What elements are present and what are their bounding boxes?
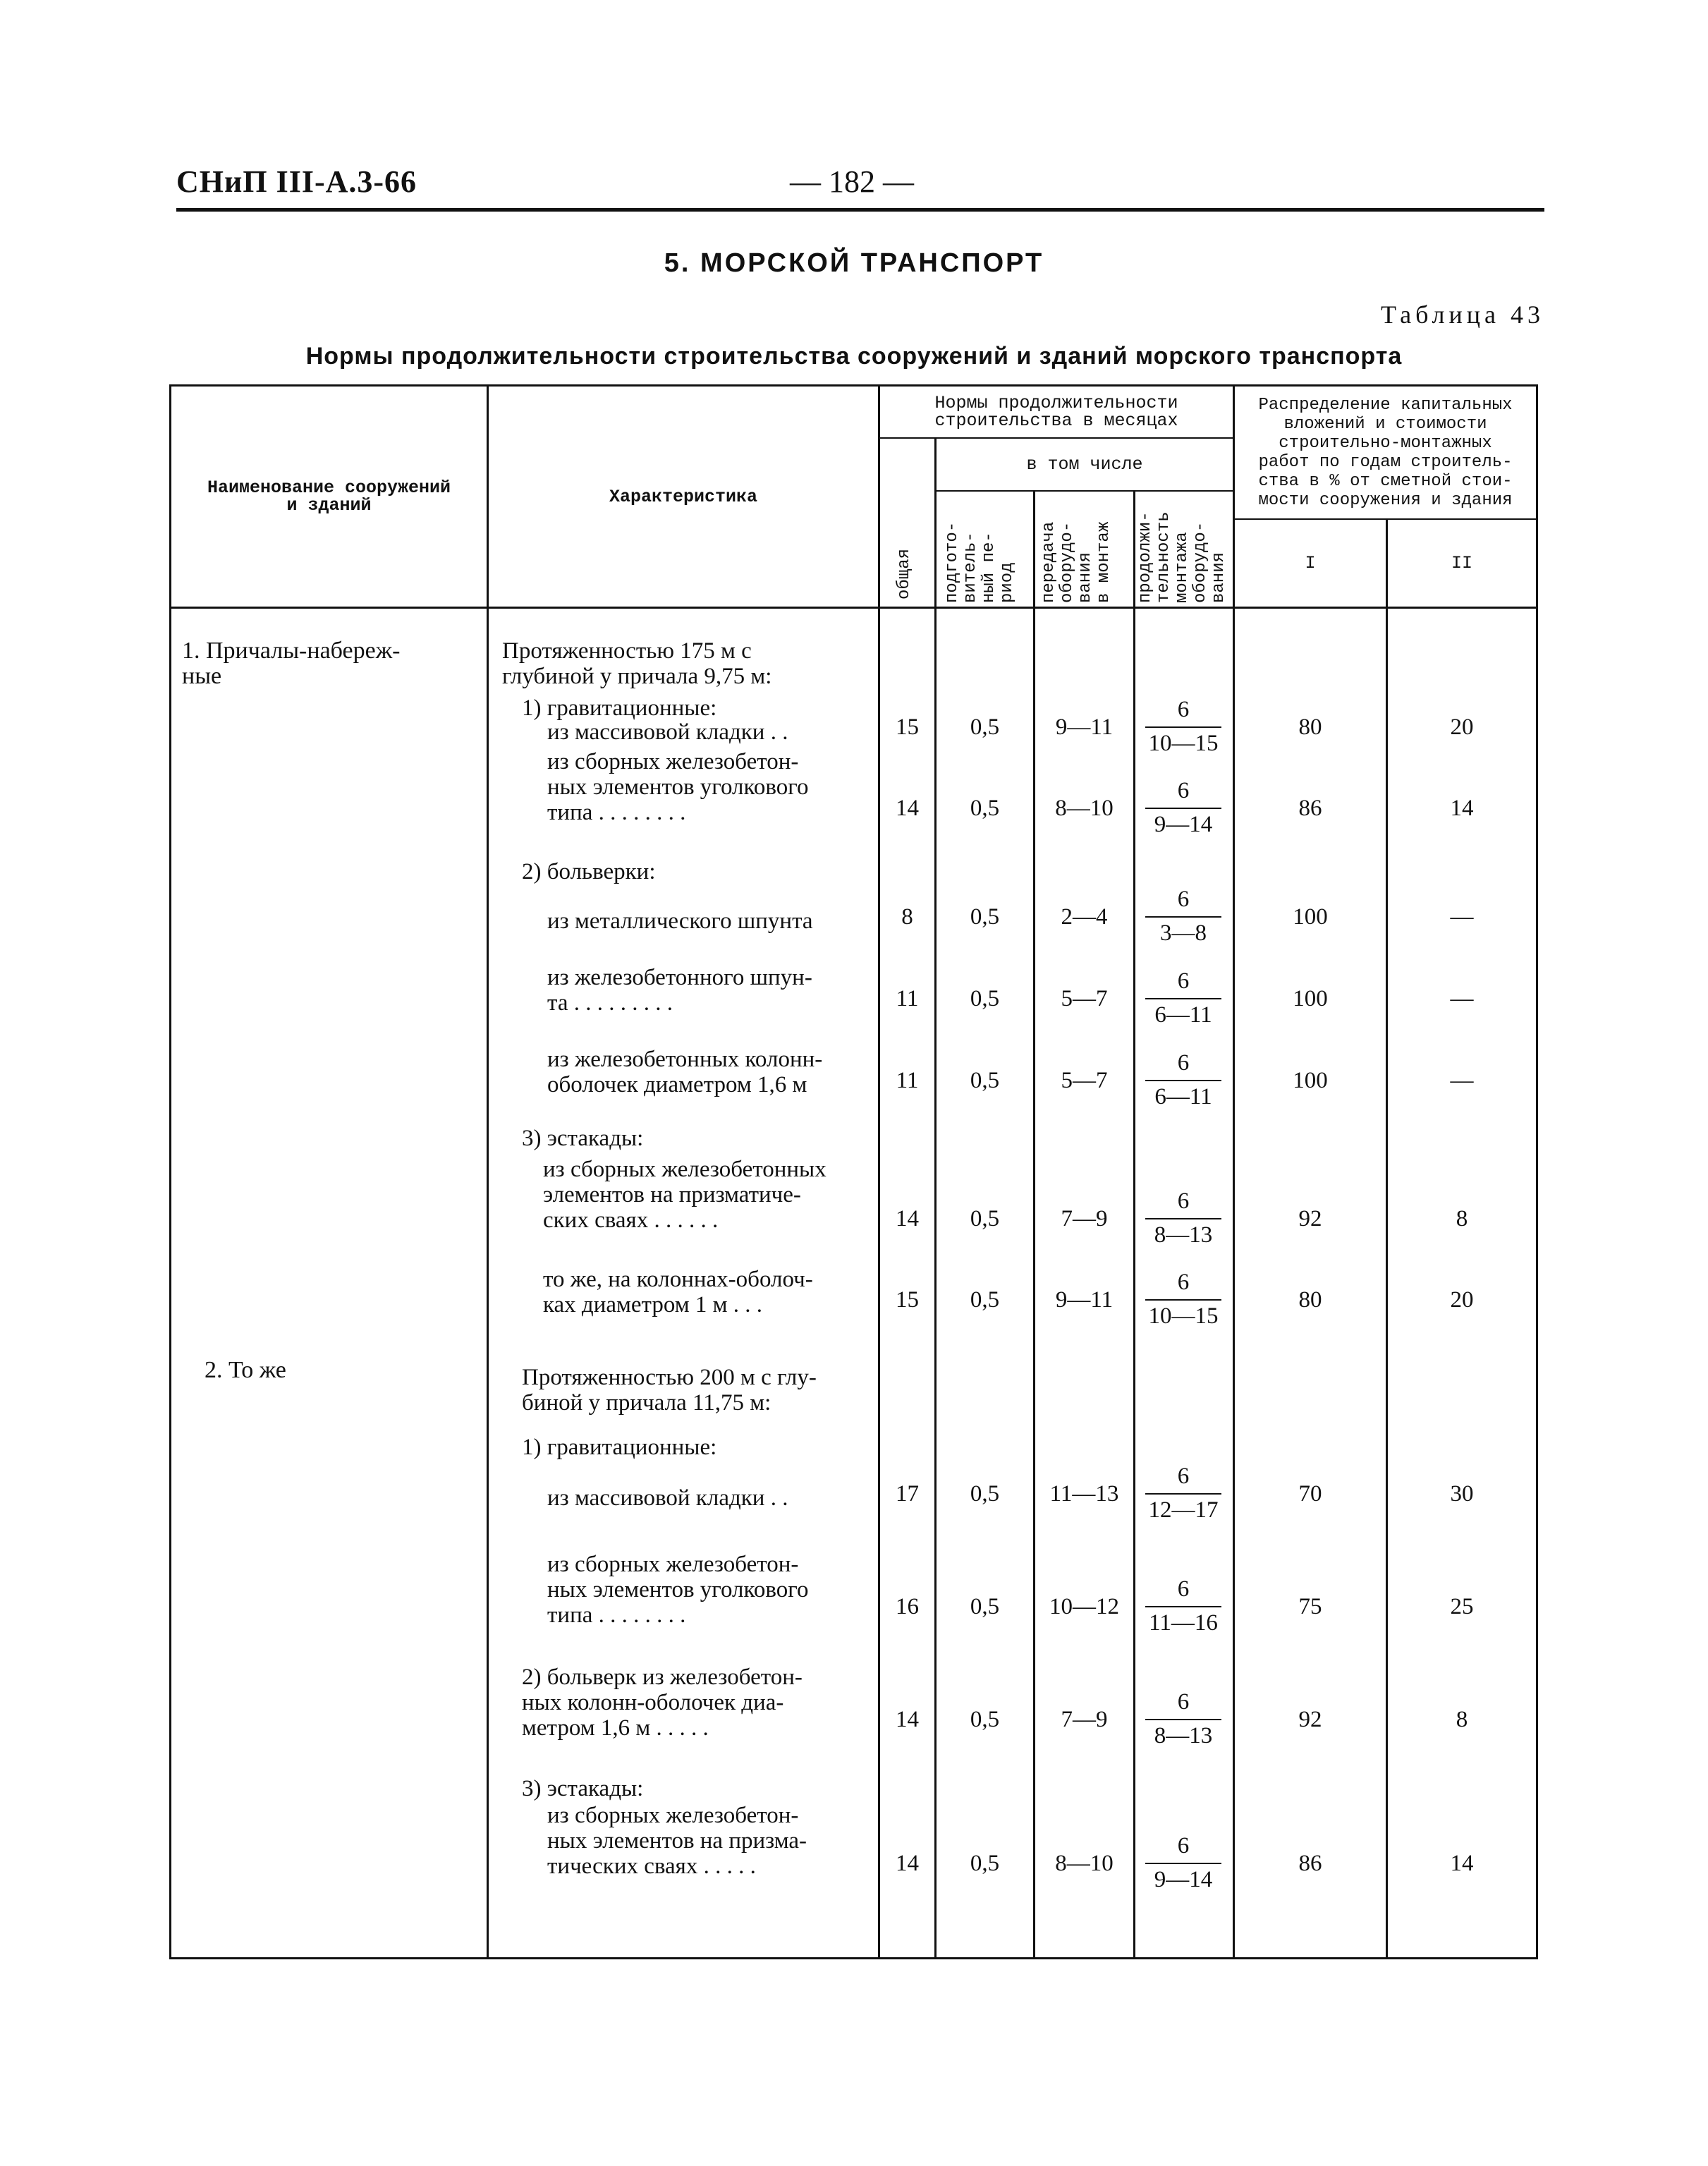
- cell-install: [1141, 1833, 1226, 1893]
- cell-year-2: 30: [1450, 1481, 1474, 1507]
- cell-total: 15: [896, 714, 919, 740]
- install-denominator: 10—15: [1148, 731, 1219, 756]
- install-numerator: 6: [1177, 1188, 1190, 1214]
- install-denominator: 11—16: [1149, 1610, 1218, 1636]
- col-header-install: продолжи- тельность монтажа оборудо- вания: [1136, 511, 1228, 603]
- col-header-year-1: I: [1305, 553, 1316, 573]
- cell-transfer: 5—7: [1061, 986, 1108, 1011]
- fraction-bar: [1145, 1606, 1221, 1607]
- fraction-bar: [1145, 1719, 1221, 1720]
- install-denominator: 3—8: [1160, 920, 1207, 946]
- cell-year-1: 92: [1298, 1707, 1322, 1732]
- table-caption: Нормы продолжительности строительства сооружений и зданий морского транспорта: [305, 343, 1403, 370]
- document-code: СНиП III-А.3-66: [176, 164, 417, 199]
- row-characteristic: из массивовой кладки . .: [547, 719, 788, 745]
- install-denominator: 6—11: [1154, 1002, 1212, 1028]
- cell-transfer: 8—10: [1055, 796, 1114, 821]
- cell-year-2: —: [1450, 986, 1474, 1011]
- cell-total: 11: [896, 986, 919, 1011]
- cell-prep: 0,5: [970, 796, 1000, 821]
- cell-install: [1141, 1188, 1226, 1248]
- cell-install: [1141, 968, 1226, 1028]
- col-header-distr: Распределение капитальных вложений и стоимости строительно-монтажных работ по годам строитель- ства в % от сметной стои- мости сооружения и здания: [1258, 396, 1513, 510]
- fraction-bar: [1145, 998, 1221, 999]
- structure-name: 2. То же: [205, 1357, 286, 1383]
- fraction-bar: [1145, 1299, 1221, 1301]
- cell-install: [1141, 778, 1226, 838]
- fraction-bar: [1145, 1863, 1221, 1864]
- cell-total: 14: [896, 796, 919, 821]
- cell-install: [1141, 887, 1226, 947]
- col-rule-transfer: [1133, 490, 1135, 1959]
- cell-year-1: 86: [1298, 1851, 1322, 1876]
- cell-year-2: 25: [1450, 1594, 1474, 1619]
- cell-year-1: 80: [1298, 714, 1322, 740]
- install-denominator: 9—14: [1154, 812, 1213, 837]
- cell-prep: 0,5: [970, 1851, 1000, 1876]
- subhead: 1) гравитационные:: [522, 1435, 717, 1460]
- row-characteristic: 2) больверк из железобетон- ных колонн-оболочек диа- метром 1,6 м . . . . .: [522, 1665, 803, 1741]
- col-header-norms: Нормы продолжительности строительства в месяцах: [934, 393, 1178, 431]
- subhead: 3) эстакады:: [522, 1126, 644, 1151]
- col-header-total: общая: [895, 548, 914, 600]
- install-numerator: 6: [1177, 1464, 1190, 1489]
- col-header-char: Характеристика: [609, 486, 758, 507]
- cell-prep: 0,5: [970, 1068, 1000, 1093]
- install-numerator: 6: [1177, 778, 1190, 803]
- cell-year-2: —: [1450, 904, 1474, 930]
- fraction-bar: [1145, 1218, 1221, 1219]
- cell-prep: 0,5: [970, 1594, 1000, 1619]
- cell-prep: 0,5: [970, 1481, 1000, 1507]
- cell-total: 14: [896, 1707, 919, 1732]
- cell-prep: 0,5: [970, 1287, 1000, 1313]
- row-characteristic: из железобетонных колонн- оболочек диаметром 1,6 м: [547, 1047, 823, 1097]
- row-characteristic: из сборных железобетон- ных элементов на призма- тических сваях . . . . .: [547, 1803, 807, 1879]
- cell-install: [1141, 1464, 1226, 1523]
- install-numerator: 6: [1177, 968, 1190, 994]
- fraction-bar: [1145, 1080, 1221, 1081]
- cell-transfer: 7—9: [1061, 1206, 1108, 1231]
- cell-install: [1141, 1050, 1226, 1110]
- row-characteristic: из сборных железобетон- ных элементов уголкового типа . . . . . . . .: [547, 1552, 809, 1628]
- col-header-prep: подгото- витель- ный пе- риод: [943, 521, 1017, 603]
- cell-year-2: 20: [1450, 714, 1474, 740]
- cell-year-1: 80: [1298, 1287, 1322, 1313]
- cell-year-1: 70: [1298, 1481, 1322, 1507]
- incl-sub-rule: [934, 490, 1233, 492]
- cell-year-1: 100: [1293, 904, 1328, 930]
- install-numerator: 6: [1177, 887, 1190, 912]
- cell-transfer: 10—12: [1049, 1594, 1119, 1619]
- cell-transfer: 9—11: [1055, 1287, 1114, 1313]
- install-numerator: 6: [1177, 1833, 1190, 1858]
- install-numerator: 6: [1177, 1050, 1190, 1076]
- install-denominator: 9—14: [1154, 1867, 1213, 1892]
- install-denominator: 6—11: [1154, 1084, 1212, 1109]
- install-denominator: 8—13: [1154, 1723, 1213, 1748]
- cell-transfer: 8—10: [1055, 1851, 1114, 1876]
- row-characteristic: то же, на колоннах-оболоч- ках диаметром 1 м . . .: [543, 1267, 813, 1318]
- install-numerator: 6: [1177, 697, 1190, 722]
- cell-total: 15: [896, 1287, 919, 1313]
- table-label: Таблица 43: [1381, 300, 1544, 329]
- cell-year-2: 20: [1450, 1287, 1474, 1313]
- row-characteristic: из массивовой кладки . .: [547, 1485, 788, 1511]
- row-characteristic: из железобетонного шпун- та . . . . . . . . .: [547, 965, 812, 1016]
- col-rule-name: [487, 384, 489, 1959]
- fraction-bar: [1145, 916, 1221, 918]
- table-bottom-rule: [169, 1957, 1537, 1959]
- characteristic-lead: Протяженностью 200 м с глу- биной у причала 11,75 м:: [522, 1365, 817, 1416]
- col-header-incl: в том числе: [1026, 454, 1143, 475]
- cell-total: 14: [896, 1851, 919, 1876]
- cell-prep: 0,5: [970, 1707, 1000, 1732]
- install-numerator: 6: [1177, 1689, 1190, 1715]
- table-right-rule: [1536, 384, 1538, 1959]
- cell-total: 14: [896, 1206, 919, 1231]
- col-header-name: Наименование сооружений и зданий: [207, 477, 451, 516]
- install-numerator: 6: [1177, 1270, 1190, 1295]
- subhead: 3) эстакады:: [522, 1776, 644, 1801]
- fraction-bar: [1145, 808, 1221, 809]
- page-number: — 182 —: [790, 164, 914, 199]
- cell-year-1: 100: [1293, 986, 1328, 1011]
- cell-year-1: 92: [1298, 1206, 1322, 1231]
- cell-prep: 0,5: [970, 714, 1000, 740]
- cell-year-2: 8: [1456, 1206, 1468, 1231]
- subhead: 2) больверки:: [522, 859, 656, 884]
- cell-total: 16: [896, 1594, 919, 1619]
- cell-total: 11: [896, 1068, 919, 1093]
- fraction-bar: [1145, 1493, 1221, 1495]
- section-title: 5. МОРСКОЙ ТРАНСПОРТ: [664, 248, 1044, 278]
- cell-year-2: 14: [1450, 796, 1474, 821]
- install-denominator: 12—17: [1148, 1497, 1219, 1523]
- cell-transfer: 5—7: [1061, 1068, 1108, 1093]
- cell-year-1: 100: [1293, 1068, 1328, 1093]
- cell-total: 17: [896, 1481, 919, 1507]
- characteristic-lead: Протяженностью 175 м с глубиной у причала 9,75 м:: [502, 638, 772, 689]
- cell-transfer: 9—11: [1055, 714, 1114, 740]
- cell-install: [1141, 1270, 1226, 1330]
- header-bottom-rule: [169, 607, 1537, 609]
- cell-prep: 0,5: [970, 1206, 1000, 1231]
- cell-year-2: 8: [1456, 1707, 1468, 1732]
- install-numerator: 6: [1177, 1576, 1190, 1602]
- fraction-bar: [1145, 726, 1221, 728]
- cell-total: 8: [901, 904, 913, 930]
- cell-year-1: 86: [1298, 796, 1322, 821]
- col-header-year-2: II: [1451, 553, 1472, 573]
- install-denominator: 8—13: [1154, 1222, 1213, 1248]
- cell-prep: 0,5: [970, 986, 1000, 1011]
- table-left-rule: [169, 384, 171, 1959]
- header-rule: [176, 208, 1544, 212]
- row-characteristic: из сборных железобетон- ных элементов уголкового типа . . . . . . . .: [547, 749, 809, 825]
- subhead: 1) гравитационные:: [522, 695, 717, 721]
- row-characteristic: из сборных железобетонных элементов на призматиче- ских сваях . . . . . .: [543, 1157, 826, 1233]
- cell-transfer: 11—13: [1049, 1481, 1119, 1507]
- cell-install: [1141, 1689, 1226, 1749]
- cell-transfer: 2—4: [1061, 904, 1108, 930]
- cell-year-1: 75: [1298, 1594, 1322, 1619]
- col-header-transfer: передача оборудо- вания в монтаж: [1039, 521, 1114, 603]
- cell-transfer: 7—9: [1061, 1707, 1108, 1732]
- install-denominator: 10—15: [1148, 1303, 1219, 1329]
- cell-install: [1141, 1576, 1226, 1636]
- row-characteristic: из металлического шпунта: [547, 908, 813, 934]
- structure-name: 1. Причалы-набереж- ные: [182, 638, 401, 689]
- cell-install: [1141, 697, 1226, 757]
- cell-year-2: 14: [1450, 1851, 1474, 1876]
- cell-prep: 0,5: [970, 904, 1000, 930]
- cell-year-2: —: [1450, 1068, 1474, 1093]
